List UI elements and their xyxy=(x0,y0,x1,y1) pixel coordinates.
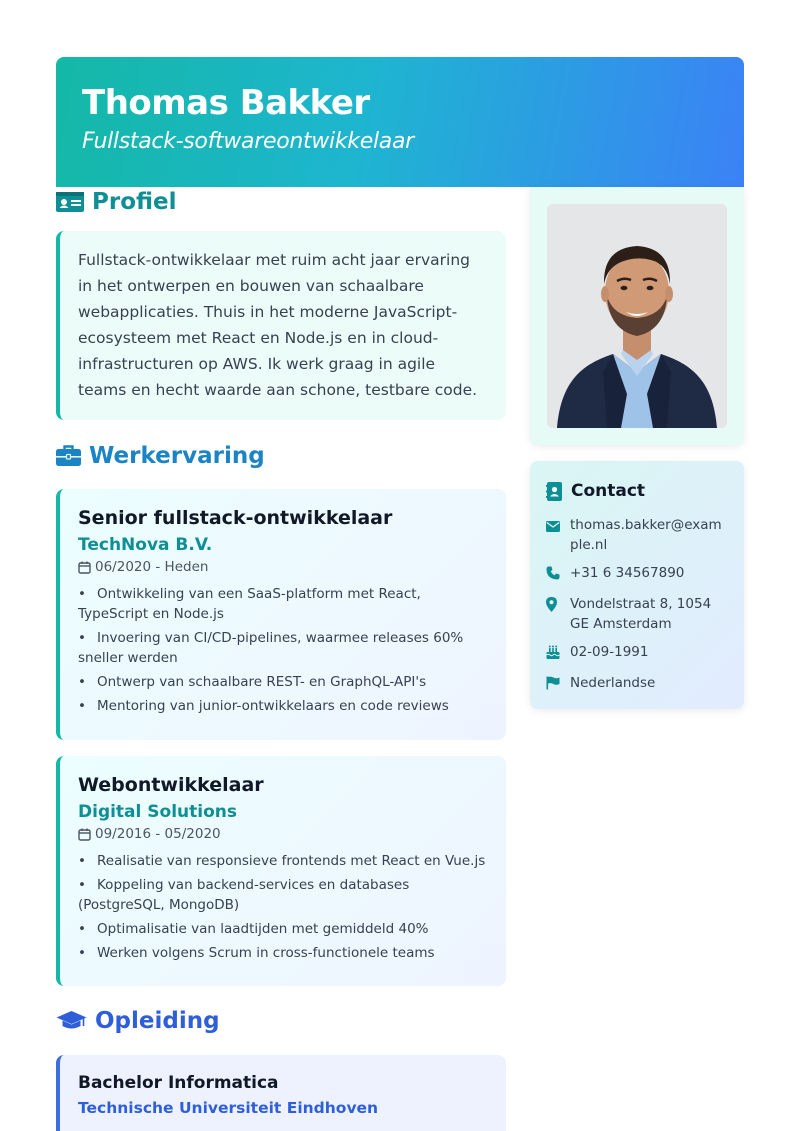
graduation-cap-icon xyxy=(56,1010,87,1032)
education-entry-1 xyxy=(56,1055,506,1131)
phone-icon xyxy=(546,566,560,580)
education-heading xyxy=(56,1008,220,1034)
company-name: Digital Solutions xyxy=(78,802,237,822)
contact-heading-label: Contact xyxy=(571,481,646,501)
job-dates-text: 09/2016 - 05/2020 xyxy=(95,826,221,842)
profile-summary: Fullstack-ontwikkelaar met ruim acht jaar ervaring in het ontwerpen en bouwen van schaalbare webapplicaties. Thuis in het moderne JavaScript-ecosysteem met React en Node.js en in cloud-infrastructuren op AWS. Ik werk graag in agile teams en hecht waarde aan schone, testbare code. xyxy=(56,231,506,420)
contact-birthdate xyxy=(546,642,728,665)
list-item: • Invoering van CI/CD-pipelines, waarmee releases 60% sneller werden xyxy=(78,630,464,666)
list-item: • Ontwikkeling van een SaaS-platform met React, TypeScript en Node.js xyxy=(78,586,421,622)
briefcase-icon xyxy=(56,445,81,467)
profile-heading-label: Profiel xyxy=(92,189,177,215)
job-dates xyxy=(78,826,488,842)
photo-frame xyxy=(530,187,744,445)
list-item: • Mentoring van junior-ontwikkelaars en code reviews xyxy=(78,698,449,714)
list-item: • Werken volgens Scrum in cross-functionele teams xyxy=(78,945,435,961)
contact-address xyxy=(546,594,728,634)
contact-phone-text[interactable]: +31 6 34567890 xyxy=(570,565,685,581)
birthday-cake-icon xyxy=(546,645,560,659)
address-book-icon xyxy=(546,482,563,501)
job-title: Senior fullstack-ontwikkelaar xyxy=(78,507,393,529)
job-dates-text: 06/2020 - Heden xyxy=(95,559,209,575)
cv-header xyxy=(56,57,744,187)
profile-heading xyxy=(56,189,177,215)
map-pin-icon xyxy=(546,597,557,612)
calendar-icon xyxy=(78,828,91,841)
profile-photo xyxy=(547,204,727,428)
education-heading-label: Opleiding xyxy=(95,1008,220,1034)
contact-panel xyxy=(530,461,744,709)
school-name: Technische Universiteit Eindhoven xyxy=(78,1099,379,1117)
list-item: • Ontwerp van schaalbare REST- en GraphQL-API's xyxy=(78,674,427,690)
calendar-icon xyxy=(78,561,91,574)
job-title: Fullstack-softwareontwikkelaar xyxy=(82,129,414,154)
person-name: Thomas Bakker xyxy=(82,83,370,123)
contact-email[interactable] xyxy=(546,515,728,555)
contact-birthdate-text: 02-09-1991 xyxy=(570,644,649,660)
list-item: • Optimalisatie van laadtijden met gemiddeld 40% xyxy=(78,921,429,937)
list-item: • Koppeling van backend-services en databases (PostgreSQL, MongoDB) xyxy=(78,877,410,913)
experience-heading xyxy=(56,443,265,469)
flag-icon xyxy=(546,676,560,690)
contact-email-text[interactable]: thomas.bakker@example.nl xyxy=(570,517,722,553)
job-entry-1 xyxy=(56,489,506,740)
job-bullets xyxy=(78,851,488,963)
job-bullets xyxy=(78,584,488,716)
contact-nationality-text: Nederlandse xyxy=(570,675,656,691)
company-name: TechNova B.V. xyxy=(78,535,213,555)
contact-nationality xyxy=(546,673,728,696)
contact-phone[interactable] xyxy=(546,563,728,586)
list-item: • Realisatie van responsieve frontends met React en Vue.js xyxy=(78,853,486,869)
envelope-icon xyxy=(546,521,560,532)
contact-heading xyxy=(546,481,728,501)
contact-address-text: Vondelstraat 8, 1054 GE Amsterdam xyxy=(570,596,712,632)
job-dates xyxy=(78,559,488,575)
experience-heading-label: Werkervaring xyxy=(89,443,265,469)
job-title: Webontwikkelaar xyxy=(78,774,264,796)
id-card-icon xyxy=(56,192,84,212)
job-entry-2 xyxy=(56,756,506,986)
degree-title: Bachelor Informatica xyxy=(78,1073,279,1093)
